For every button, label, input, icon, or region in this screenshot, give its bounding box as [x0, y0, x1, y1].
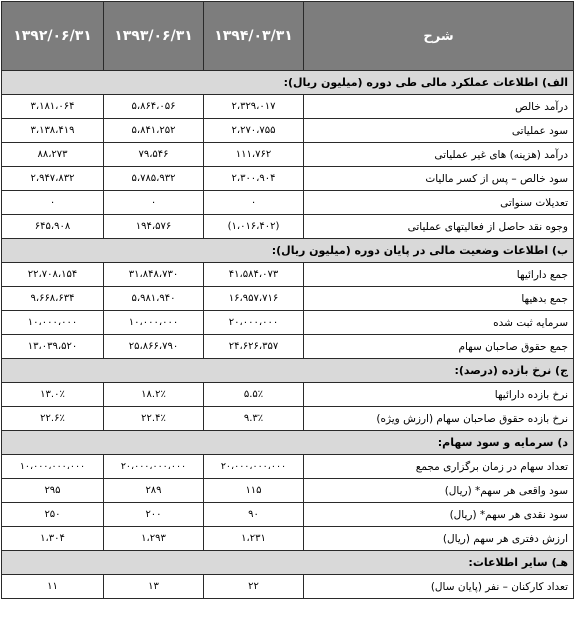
section-header-row	[2, 71, 574, 95]
table-row	[2, 167, 574, 191]
section-title: هـ) سایر اطلاعات:	[2, 551, 574, 575]
value-period-2: ۳۱،۸۴۸،۷۳۰	[104, 263, 204, 287]
row-label: سود واقعی هر سهم* (ریال)	[304, 479, 574, 503]
value-period-2: ۵،۸۴۱،۲۵۲	[104, 119, 204, 143]
value-period-1: ۲،۳۰۰،۹۰۴	[204, 167, 304, 191]
row-label: ارزش دفتری هر سهم (ریال)	[304, 527, 574, 551]
row-label: تعداد سهام در زمان برگزاری مجمع	[304, 455, 574, 479]
table-row	[2, 215, 574, 239]
value-period-3: ۱۱	[2, 575, 104, 599]
value-period-3: ۱۰،۰۰۰،۰۰۰،۰۰۰	[2, 455, 104, 479]
section-title: د) سرمایه و سود سهام:	[2, 431, 574, 455]
table-row	[2, 455, 574, 479]
value-period-2: ۱۰،۰۰۰،۰۰۰	[104, 311, 204, 335]
value-period-1: ۱،۲۳۱	[204, 527, 304, 551]
section-header-row	[2, 239, 574, 263]
value-period-3: ۸۸،۲۷۳	[2, 143, 104, 167]
table-row	[2, 95, 574, 119]
value-period-3: ۱،۳۰۴	[2, 527, 104, 551]
value-period-2: ۵،۷۸۵،۹۳۲	[104, 167, 204, 191]
section-title: ب) اطلاعات وضعیت مالی در پایان دوره (میلیون ریال):	[2, 239, 574, 263]
value-period-1: ۲۲	[204, 575, 304, 599]
value-period-2: ۱۹۴،۵۷۶	[104, 215, 204, 239]
value-period-3: ۲۲،۷۰۸،۱۵۴	[2, 263, 104, 287]
table-row	[2, 335, 574, 359]
table-row	[2, 575, 574, 599]
value-period-2: ۰	[104, 191, 204, 215]
table-row	[2, 119, 574, 143]
value-period-2: ۵،۸۶۴،۰۵۶	[104, 95, 204, 119]
value-period-3: ۹،۶۶۸،۶۳۴	[2, 287, 104, 311]
table-row	[2, 503, 574, 527]
value-period-2: ۲۰،۰۰۰،۰۰۰،۰۰۰	[104, 455, 204, 479]
value-period-3: ۲۹۵	[2, 479, 104, 503]
row-label: سود نقدی هر سهم* (ریال)	[304, 503, 574, 527]
table-row	[2, 263, 574, 287]
value-period-2: ۵،۹۸۱،۹۴۰	[104, 287, 204, 311]
row-label: درآمد (هزینه) های غیر عملیاتی	[304, 143, 574, 167]
header-period-2: ۱۳۹۳/۰۶/۳۱	[104, 2, 204, 71]
value-period-3: ۲۵۰	[2, 503, 104, 527]
value-period-2: ۱۸.۲٪	[104, 383, 204, 407]
value-period-3: ۱۳،۰۳۹،۵۲۰	[2, 335, 104, 359]
table-row	[2, 479, 574, 503]
row-label: جمع حقوق صاحبان سهام	[304, 335, 574, 359]
section-header-row	[2, 431, 574, 455]
financial-summary-table	[1, 1, 574, 599]
value-period-2: ۷۹،۵۴۶	[104, 143, 204, 167]
value-period-1: ۲،۳۲۹،۰۱۷	[204, 95, 304, 119]
row-label: تعداد کارکنان – نفر (پایان سال)	[304, 575, 574, 599]
value-period-3: ۱۰،۰۰۰،۰۰۰	[2, 311, 104, 335]
value-period-1: ۱۱۵	[204, 479, 304, 503]
row-label: درآمد خالص	[304, 95, 574, 119]
row-label: سود عملیاتی	[304, 119, 574, 143]
table-header-row	[2, 2, 574, 71]
value-period-1: ۱۱۱،۷۶۲	[204, 143, 304, 167]
value-period-3: ۱۳.۰٪	[2, 383, 104, 407]
row-label: تعدیلات سنواتی	[304, 191, 574, 215]
table-row	[2, 287, 574, 311]
table-row	[2, 143, 574, 167]
value-period-2: ۲۰۰	[104, 503, 204, 527]
value-period-1: ۰	[204, 191, 304, 215]
value-period-3: ۲۲.۶٪	[2, 407, 104, 431]
value-period-1: ۲۴،۶۲۶،۳۵۷	[204, 335, 304, 359]
row-label: جمع دارائیها	[304, 263, 574, 287]
value-period-3: ۶۴۵،۹۰۸	[2, 215, 104, 239]
table-row	[2, 527, 574, 551]
row-label: نرخ بازده دارائیها	[304, 383, 574, 407]
row-label: سرمایه ثبت شده	[304, 311, 574, 335]
section-header-row	[2, 551, 574, 575]
table-body	[2, 2, 574, 599]
table-row	[2, 407, 574, 431]
value-period-2: ۲۸۹	[104, 479, 204, 503]
value-period-3: ۳،۱۳۸،۴۱۹	[2, 119, 104, 143]
value-period-1: ۲۰،۰۰۰،۰۰۰،۰۰۰	[204, 455, 304, 479]
value-period-1: ۴۱،۵۸۴،۰۷۳	[204, 263, 304, 287]
value-period-2: ۱،۲۹۳	[104, 527, 204, 551]
section-header-row	[2, 359, 574, 383]
section-title: ج) نرخ بازده (درصد):	[2, 359, 574, 383]
row-label: وجوه نقد حاصل از فعالیتهای عملیاتی	[304, 215, 574, 239]
row-label: جمع بدهیها	[304, 287, 574, 311]
table-row	[2, 311, 574, 335]
table-row	[2, 383, 574, 407]
value-period-1: ۹.۳٪	[204, 407, 304, 431]
value-period-1: ۵.۵٪	[204, 383, 304, 407]
value-period-3: ۲،۹۴۷،۸۳۲	[2, 167, 104, 191]
value-period-1: ۲،۲۷۰،۷۵۵	[204, 119, 304, 143]
value-period-2: ۲۲.۴٪	[104, 407, 204, 431]
header-period-3: ۱۳۹۲/۰۶/۳۱	[2, 2, 104, 71]
value-period-1: ۹۰	[204, 503, 304, 527]
header-description: شرح	[304, 2, 574, 71]
value-period-1: ۱۶،۹۵۷،۷۱۶	[204, 287, 304, 311]
section-title: الف) اطلاعات عملکرد مالی طی دوره (میلیون ریال):	[2, 71, 574, 95]
row-label: سود خالص – پس از کسر مالیات	[304, 167, 574, 191]
value-period-3: ۳،۱۸۱،۰۶۴	[2, 95, 104, 119]
table-row	[2, 191, 574, 215]
value-period-2: ۲۵،۸۶۶،۷۹۰	[104, 335, 204, 359]
header-period-1: ۱۳۹۴/۰۳/۳۱	[204, 2, 304, 71]
value-period-1: ۲۰،۰۰۰،۰۰۰	[204, 311, 304, 335]
value-period-2: ۱۳	[104, 575, 204, 599]
value-period-1: (۱،۰۱۶،۴۰۲)	[204, 215, 304, 239]
row-label: نرخ بازده حقوق صاحبان سهام (ارزش ویژه)	[304, 407, 574, 431]
value-period-3: ۰	[2, 191, 104, 215]
